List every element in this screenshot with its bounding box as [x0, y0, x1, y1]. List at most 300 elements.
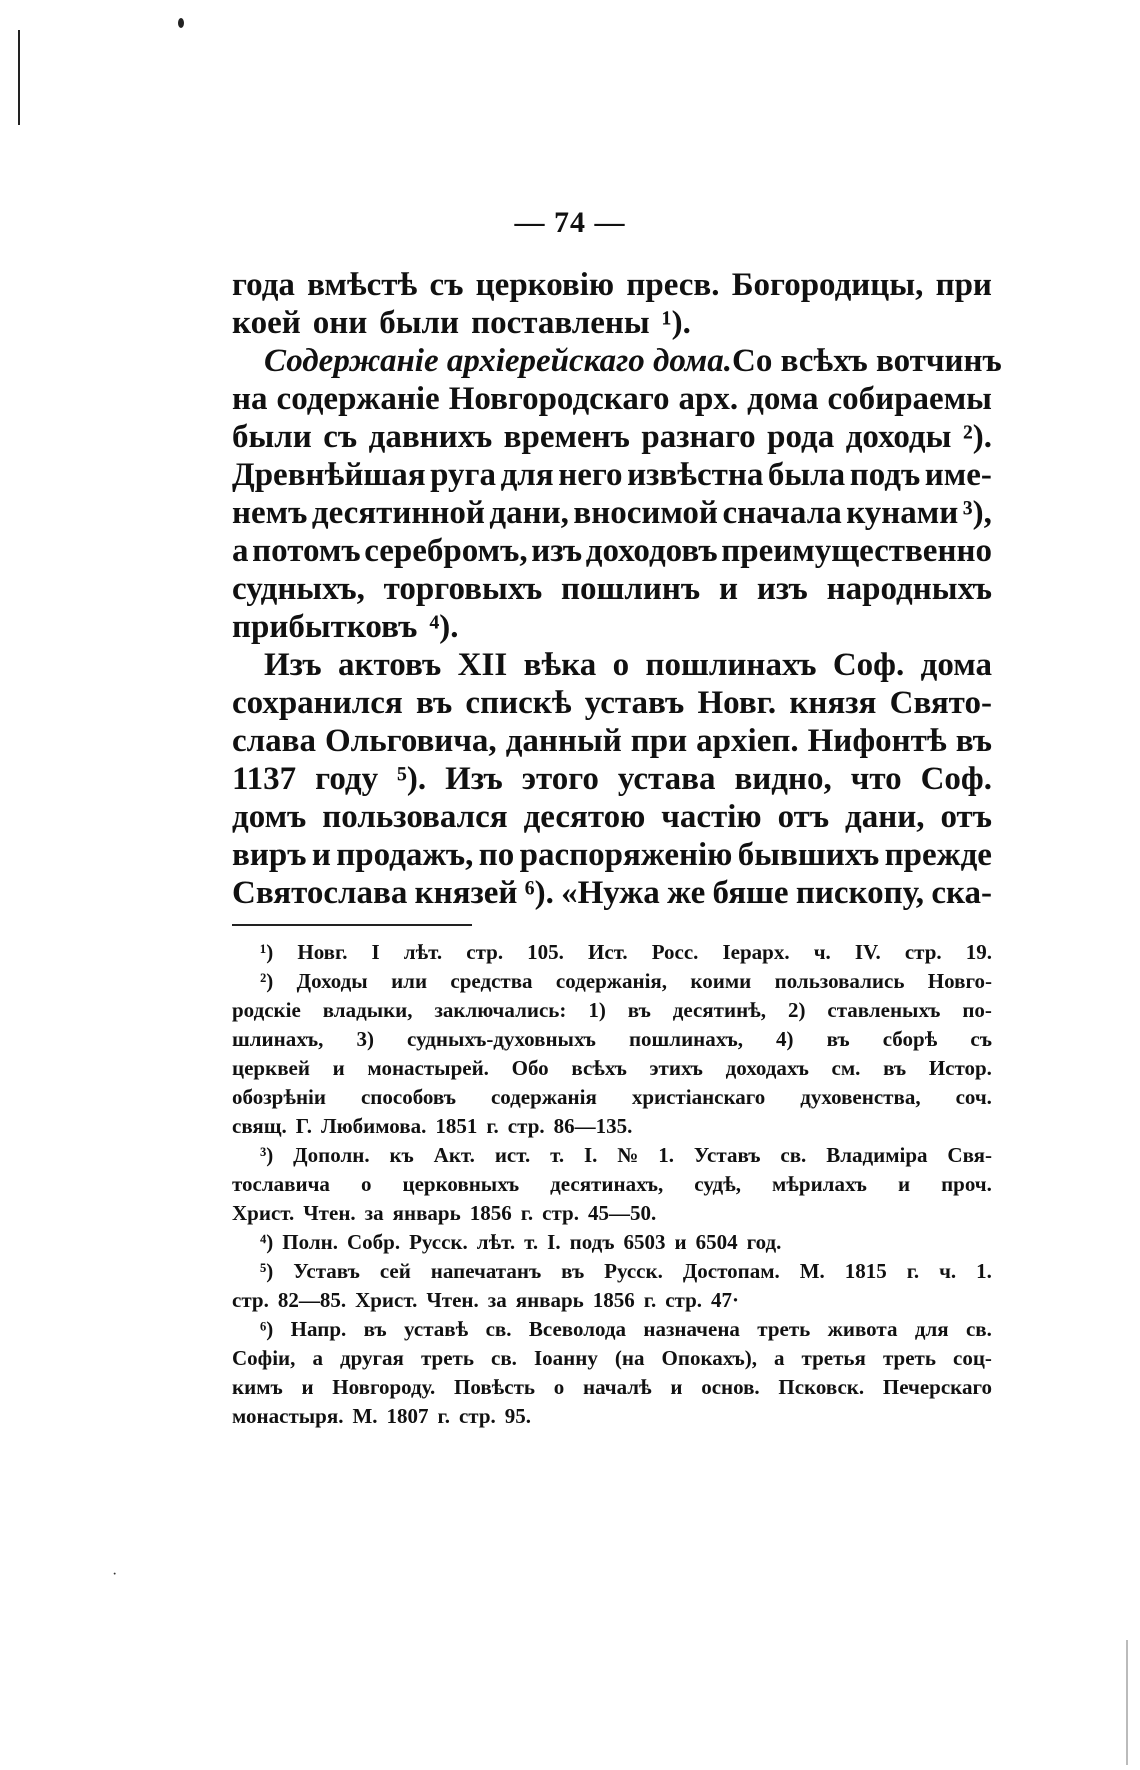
- word: и: [301, 1375, 314, 1399]
- word: Новг.: [297, 940, 348, 964]
- word: слава: [232, 723, 316, 759]
- word: подъ: [569, 1230, 615, 1254]
- word: для: [500, 457, 554, 493]
- word: 2): [787, 998, 806, 1022]
- word: христіанскаго: [631, 1085, 766, 1109]
- word: другая: [339, 1346, 404, 1370]
- word: Русск.: [604, 1259, 663, 1283]
- word: напечатанъ: [430, 1259, 542, 1283]
- word: Ольговича,: [325, 723, 497, 759]
- word: св.: [485, 1317, 512, 1341]
- word: ¹).: [661, 305, 691, 341]
- word: года: [232, 267, 295, 303]
- text-line: [232, 266, 992, 304]
- text-line: [232, 646, 992, 684]
- word: 1807: [386, 1404, 429, 1428]
- word: 82—85.: [277, 1288, 347, 1312]
- word: князя: [789, 685, 877, 721]
- footnote-line: [232, 1054, 992, 1083]
- text-line: [232, 418, 992, 456]
- word: судныхъ,: [232, 571, 365, 607]
- text-line: [232, 760, 992, 798]
- word: въ: [883, 1056, 907, 1080]
- word: вмѣстѣ: [307, 267, 418, 303]
- word: 1851: [435, 1114, 478, 1138]
- word: о: [612, 647, 630, 683]
- text-line-heading: [232, 342, 1002, 380]
- word: всѣхъ: [571, 1056, 627, 1080]
- scan-speck: [178, 18, 184, 28]
- word: уставѣ: [404, 1317, 469, 1341]
- word: Христ.: [232, 1201, 295, 1225]
- word: стр.: [458, 1404, 496, 1428]
- word: ⁴): [260, 1230, 274, 1254]
- word: руга: [430, 457, 497, 493]
- word: г.: [643, 1288, 657, 1312]
- word: №: [617, 1143, 639, 1167]
- word: по: [478, 837, 515, 873]
- word: живота: [827, 1317, 898, 1341]
- word: собираемы: [827, 381, 992, 417]
- word: М.: [352, 1404, 378, 1428]
- text-line: [232, 874, 992, 912]
- word: шлинахъ,: [232, 1027, 324, 1051]
- footnote-line: [232, 1228, 992, 1257]
- text-line: [232, 684, 992, 722]
- word: Свя-: [947, 1143, 992, 1167]
- footnote-line: [232, 1344, 992, 1373]
- word: Новгородскаго: [448, 381, 670, 417]
- word: родскіе: [232, 998, 301, 1022]
- word: же: [667, 875, 706, 911]
- footnote-line: [232, 1025, 992, 1054]
- word: распоряженію: [519, 837, 733, 873]
- word: 3): [356, 1027, 374, 1051]
- word: ⁶): [260, 1317, 274, 1341]
- text-line: [232, 836, 992, 874]
- word: стр.: [665, 1288, 703, 1312]
- word: давнихъ: [368, 419, 493, 455]
- word: монастырей.: [367, 1056, 489, 1080]
- word: въ: [826, 1027, 850, 1051]
- footnote-line: [232, 1170, 992, 1199]
- word: ска-: [931, 875, 992, 911]
- word: 1.: [976, 1259, 992, 1283]
- word: способовъ: [360, 1085, 456, 1109]
- scan-mark: ·: [112, 1566, 118, 1583]
- page-number: — 74 —: [514, 206, 626, 239]
- word: доходы: [845, 419, 952, 455]
- word: по-: [962, 998, 992, 1022]
- footnote-line: [232, 996, 992, 1025]
- word: и: [718, 571, 738, 607]
- word: кунами: [846, 495, 959, 531]
- word: сей: [379, 1259, 411, 1283]
- word: прежде: [884, 837, 992, 873]
- word: ист.: [494, 1143, 531, 1167]
- word: началѣ: [582, 1375, 652, 1399]
- text-line: [232, 798, 992, 836]
- word: преимущественно: [721, 533, 992, 569]
- word: Дополн.: [293, 1143, 370, 1167]
- word: году: [315, 761, 379, 797]
- word: кимъ: [232, 1375, 283, 1399]
- word: пользовался: [322, 799, 508, 835]
- word: (на: [614, 1346, 645, 1370]
- word: Іоанну: [533, 1346, 598, 1370]
- word: разнаго: [641, 419, 756, 455]
- word: дани,: [489, 495, 569, 531]
- section-heading-rest: Со всѣхъ вотчинъ: [731, 343, 1002, 379]
- text-line: [232, 380, 992, 418]
- word: ч.: [813, 940, 831, 964]
- word: содержанія: [490, 1085, 597, 1109]
- word: ч.: [939, 1259, 957, 1283]
- word: доходахъ: [725, 1056, 809, 1080]
- word: сборѣ: [882, 1027, 938, 1051]
- word: лѣт.: [403, 940, 443, 964]
- word: основ.: [701, 1375, 760, 1399]
- word: 6503: [623, 1230, 666, 1254]
- word: стр.: [542, 1201, 579, 1225]
- word: треть: [420, 1346, 474, 1370]
- word: въ: [627, 998, 651, 1022]
- word: рода: [767, 419, 835, 455]
- word: пошлинахъ,: [628, 1027, 743, 1051]
- word: ³),: [962, 495, 992, 531]
- word: что: [850, 761, 902, 797]
- word: за: [364, 1201, 384, 1225]
- word: отъ: [940, 799, 992, 835]
- word: ⁵).: [397, 761, 427, 797]
- word: судѣ,: [694, 1172, 741, 1196]
- word: съ: [429, 267, 464, 303]
- word: коей: [232, 305, 301, 341]
- word: и: [332, 1056, 345, 1080]
- word: бывшихъ: [737, 837, 880, 873]
- main-text: [232, 266, 1002, 912]
- word: име-: [924, 457, 992, 493]
- word: а: [312, 1346, 323, 1370]
- word: г.: [486, 1114, 499, 1138]
- word: М.: [799, 1259, 825, 1283]
- word: Акт.: [433, 1143, 475, 1167]
- word: Г.: [295, 1114, 312, 1138]
- word: десятинѣ,: [672, 998, 767, 1022]
- word: архіеп.: [696, 723, 799, 759]
- scan-edge-line: [18, 30, 20, 125]
- word: доходовъ: [585, 533, 718, 569]
- word: 47·: [711, 1288, 740, 1312]
- word: Повѣсть: [454, 1375, 536, 1399]
- word: данный: [505, 723, 622, 759]
- word: была: [767, 457, 846, 493]
- word: при: [630, 723, 688, 759]
- word: вносимой: [573, 495, 718, 531]
- word: треть: [757, 1317, 811, 1341]
- text-line: [232, 722, 992, 760]
- word: немъ: [232, 495, 308, 531]
- word: Достопам.: [682, 1259, 780, 1283]
- word: стр.: [904, 940, 942, 964]
- word: о: [360, 1172, 372, 1196]
- word: временъ: [503, 419, 630, 455]
- word: дома: [920, 647, 992, 683]
- footnote-line: [232, 1199, 992, 1228]
- word: треть: [882, 1346, 936, 1370]
- word: Изъ: [445, 761, 503, 797]
- text-line: [232, 608, 992, 646]
- word: 1856: [592, 1288, 635, 1312]
- word: и: [897, 1172, 911, 1196]
- word: назначена: [643, 1317, 740, 1341]
- word: т.: [550, 1143, 565, 1167]
- word: ²).: [962, 419, 992, 455]
- word: о: [553, 1375, 565, 1399]
- footnote-line: [232, 1257, 992, 1286]
- word: ²): [260, 969, 274, 993]
- word: т.: [524, 1230, 539, 1254]
- word: Новг.: [697, 685, 777, 721]
- word: домъ: [232, 799, 307, 835]
- word: пошлинъ: [561, 571, 701, 607]
- word: для: [914, 1317, 949, 1341]
- word: церковію: [475, 267, 615, 303]
- word: духовенства,: [800, 1085, 921, 1109]
- word: дома: [747, 381, 819, 417]
- word: къ: [389, 1143, 414, 1167]
- word: а: [774, 1346, 785, 1370]
- footnote-line: [232, 1286, 992, 1315]
- word: народныхъ: [826, 571, 992, 607]
- word: вѣка: [523, 647, 597, 683]
- word: 19.: [965, 940, 992, 964]
- word: Истор.: [928, 1056, 992, 1080]
- word: отъ: [777, 799, 830, 835]
- word: ¹): [260, 940, 274, 964]
- word: а: [232, 533, 249, 569]
- text-line: [232, 532, 992, 570]
- word: сохранился: [232, 685, 403, 721]
- word: третья: [801, 1346, 866, 1370]
- word: десятою: [523, 799, 646, 835]
- word: князей: [414, 875, 518, 911]
- word: монастыря.: [232, 1404, 344, 1428]
- word: подъ: [849, 457, 921, 493]
- word: владыки,: [322, 998, 413, 1022]
- word: пользовались: [774, 969, 905, 993]
- word: г.: [520, 1201, 534, 1225]
- word: 45—50.: [587, 1201, 657, 1225]
- word: судныхъ-духовныхъ: [407, 1027, 596, 1051]
- word: свящ.: [232, 1114, 287, 1138]
- word: Напр.: [290, 1317, 347, 1341]
- word: были: [232, 419, 312, 455]
- footnote-line: [232, 1112, 992, 1141]
- footnote-line: [232, 1315, 992, 1344]
- word: Свято-: [889, 685, 992, 721]
- footnote-line: [232, 1402, 992, 1431]
- word: Богородицы,: [731, 267, 924, 303]
- word: дани,: [845, 799, 925, 835]
- word: арх.: [678, 381, 739, 417]
- word: изъ: [531, 533, 583, 569]
- word: прибытковъ: [232, 609, 418, 645]
- word: спискѣ: [465, 685, 572, 721]
- word: Святослава: [232, 875, 408, 911]
- scan-right-edge: [1126, 1640, 1128, 1765]
- word: частію: [661, 799, 762, 835]
- text-line: [232, 570, 992, 608]
- word: они: [312, 305, 368, 341]
- word: изъ: [756, 571, 808, 607]
- word: и: [311, 837, 331, 873]
- word: 95.: [504, 1404, 532, 1428]
- word: IV.: [854, 940, 881, 964]
- word: Уставъ: [293, 1259, 360, 1283]
- footnote-line: [232, 1141, 992, 1170]
- word: лѣт.: [476, 1230, 516, 1254]
- word: ³): [260, 1143, 274, 1167]
- word: проч.: [941, 1172, 992, 1196]
- word: заключались:: [434, 998, 567, 1022]
- word: коими: [690, 969, 752, 993]
- word: содержанія,: [555, 969, 668, 993]
- word: и: [670, 1375, 683, 1399]
- word: св.: [780, 1143, 807, 1167]
- word: Всеволода: [528, 1317, 626, 1341]
- word: пресв.: [626, 267, 720, 303]
- word: за: [487, 1288, 507, 1312]
- word: него: [558, 457, 623, 493]
- word: устава: [617, 761, 716, 797]
- section-heading: Содержаніе архіерейскаго дома.: [264, 343, 732, 379]
- word: извѣстна: [627, 457, 764, 493]
- word: актовъ: [338, 647, 442, 683]
- word: св.: [965, 1317, 992, 1341]
- word: церквей: [232, 1056, 310, 1080]
- word: Уставъ: [693, 1143, 761, 1167]
- word: г.: [437, 1404, 450, 1428]
- word: въ: [561, 1259, 585, 1283]
- word: «Нужа: [561, 875, 660, 911]
- word: 1137: [232, 761, 297, 797]
- word: десятинахъ,: [550, 1172, 664, 1196]
- word: I: [371, 940, 380, 964]
- word: пошлинахъ: [645, 647, 817, 683]
- word: Чтен.: [426, 1288, 479, 1312]
- word: Печерскаго: [882, 1375, 992, 1399]
- word: 86—135.: [553, 1114, 633, 1138]
- word: потомъ: [252, 533, 361, 569]
- word: Древнѣйшая: [232, 457, 426, 493]
- word: Росс.: [651, 940, 699, 964]
- word: въ: [415, 685, 453, 721]
- word: при: [935, 267, 992, 303]
- word: мѣрилахъ: [772, 1172, 867, 1196]
- word: г.: [906, 1259, 920, 1283]
- word: на: [232, 381, 268, 417]
- word: Чтен.: [303, 1201, 356, 1225]
- footnote-line: [232, 1373, 992, 1402]
- word: XII: [457, 647, 508, 683]
- word: январь: [392, 1201, 461, 1225]
- word: церковныхъ: [402, 1172, 520, 1196]
- word: Іерарх.: [722, 940, 790, 964]
- word: десятинной: [311, 495, 485, 531]
- word: соц-: [953, 1346, 992, 1370]
- word: 105.: [527, 940, 564, 964]
- footnotes: [232, 938, 992, 1431]
- word: ⁴).: [429, 609, 459, 645]
- word: съ: [970, 1027, 992, 1051]
- word: Новго-: [927, 969, 992, 993]
- word: ⁶).: [524, 875, 554, 911]
- word: содержаніе: [276, 381, 440, 417]
- word: продажъ,: [336, 837, 474, 873]
- footnote-separator: [232, 924, 472, 926]
- word: январь: [515, 1288, 584, 1312]
- word: тославича: [232, 1172, 330, 1196]
- word: поставлены: [471, 305, 650, 341]
- word: Соф.: [832, 647, 905, 683]
- word: стр.: [507, 1114, 545, 1138]
- word: Русск.: [409, 1230, 468, 1254]
- word: серебромъ,: [364, 533, 528, 569]
- word: Христ.: [355, 1288, 418, 1312]
- word: съ: [323, 419, 358, 455]
- word: Софіи,: [232, 1346, 296, 1370]
- word: средства: [450, 969, 533, 993]
- word: ставленыхъ: [827, 998, 941, 1022]
- text-line: [232, 494, 992, 532]
- word: св.: [491, 1346, 517, 1370]
- word: 4): [776, 1027, 794, 1051]
- word: Ист.: [587, 940, 628, 964]
- word: 1.: [658, 1143, 675, 1167]
- word: ⁵): [260, 1259, 274, 1283]
- word: пископу,: [795, 875, 925, 911]
- word: стр.: [466, 940, 504, 964]
- word: Опокахъ),: [661, 1346, 757, 1370]
- word: были: [379, 305, 460, 341]
- word: Изъ: [264, 647, 322, 683]
- footnote-line: [232, 1083, 992, 1112]
- word: I.: [583, 1143, 598, 1167]
- footnote-line: [232, 938, 992, 967]
- word: I.: [547, 1230, 561, 1254]
- word: Псковск.: [778, 1375, 865, 1399]
- word: 1856: [469, 1201, 512, 1225]
- word: Новгороду.: [332, 1375, 436, 1399]
- word: виръ: [232, 837, 307, 873]
- text-line: [232, 304, 992, 342]
- word: бяше: [712, 875, 789, 911]
- word: въ: [363, 1317, 387, 1341]
- word: или: [391, 969, 428, 993]
- word: этихъ: [649, 1056, 703, 1080]
- word: год.: [746, 1230, 782, 1254]
- word: 1): [588, 998, 606, 1022]
- word: см.: [831, 1056, 861, 1080]
- word: Полн.: [282, 1230, 338, 1254]
- word: соч.: [955, 1085, 992, 1109]
- word: 6504: [695, 1230, 738, 1254]
- word: Соф.: [920, 761, 992, 797]
- word: въ: [955, 723, 992, 759]
- word: обозрѣніи: [232, 1085, 326, 1109]
- word: Обо: [511, 1056, 549, 1080]
